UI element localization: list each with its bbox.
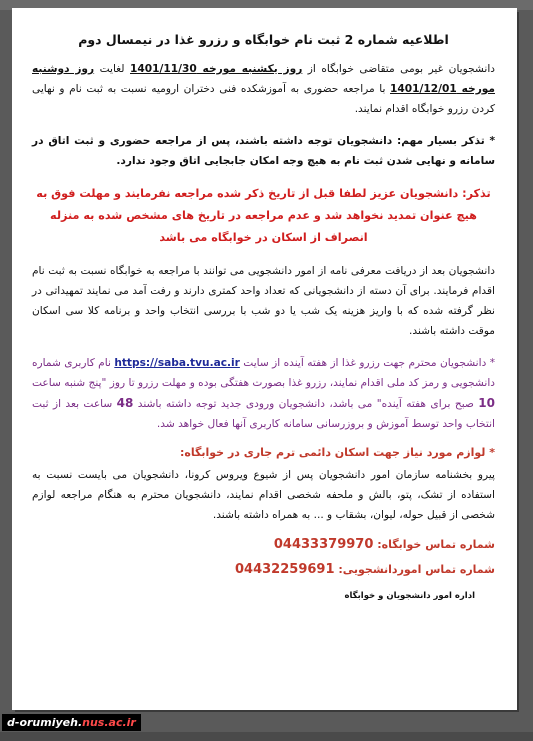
p5-text-a: * دانشجویان محترم جهت رزرو غذا از هفته آینده از سایت bbox=[239, 357, 495, 369]
saba-site-link[interactable]: https://saba.tvu.ac.ir bbox=[114, 357, 240, 369]
p5-text-b: نام کاربری شماره دانشجویی و رمز کد ملی اقدام نمایند، رزرو غذا بصورت هفتگی بوده و مهلت رزرو تا روز "پنج شنبه ساعت bbox=[32, 357, 495, 389]
dorm-contact-label: شماره تماس خوابگاه: bbox=[377, 538, 495, 551]
dorm-phone-number: 04433379970 bbox=[273, 537, 374, 552]
signature-footer: اداره امور دانشجویان و خوابگاه bbox=[344, 591, 475, 601]
p1-text-e: با مراجعه حضوری به آموزشکده فنی دختران ارومیه نسبت به ثبت نام و نهایی کردن رزرو خوابگاه اقدام نمایند. bbox=[32, 83, 495, 115]
supplies-heading: * لوازم مورد نیاز جهت اسکان دائمی ترم جاری در خوابگاه: bbox=[179, 446, 495, 459]
student-affairs-contact-label: شماره تماس اموردانشجویی: bbox=[338, 563, 495, 576]
student-affairs-phone-number: 04432259691 bbox=[235, 562, 335, 577]
paragraph-temporary-housing: دانشجویان بعد از دریافت معرفی نامه از امور دانشجویی می توانند با مراجعه به خوابگاه نسبت به ثبت نام اقدام فرمایند. برای آن دسته از دانشجویانی که تعداد واحد کمتری دارند و رفت آمد می نمایند تمهیداتی در نظر گرفته شده که با واریز هزینه یک شب یا دو شب با بررسی انتخاب واحد و برنامه کلا سی اسکان موقت داشته باشند. bbox=[32, 265, 495, 337]
site-watermark bbox=[2, 714, 141, 731]
student-affairs-contact bbox=[32, 562, 495, 577]
p1-text-c: لغایت bbox=[94, 63, 131, 75]
watermark-prefix: d-orumiyeh. bbox=[7, 716, 83, 729]
p5-text-d: صبح برای هفته آینده" می باشد، دانشجویان ورودی جدید توجه داشته باشند bbox=[133, 398, 479, 410]
paragraph-food-reservation bbox=[32, 353, 495, 434]
notice-title: اطلاعیه شماره 2 ثبت نام خوابگاه و رزرو غذا در نیمسال دوم bbox=[78, 32, 449, 47]
p5-text-f: ساعت بعد از ثبت انتخاب واحد توسط آموزش و بروزرسانی سامانه کاربری آنها فعال خواهد شد. bbox=[32, 398, 495, 430]
paragraph-important-note: * تذکر بسیار مهم: دانشجویان توجه داشته باشند، پس از مراجعه حضوری و ثبت اتاق در سامانه و نهایی شدن ثبت نام به هیچ وجه امکان جابجایی اتاق وجود ندارد. bbox=[32, 135, 495, 167]
paragraph-registration bbox=[32, 59, 495, 119]
paragraph-supplies: پیرو بخشنامه سازمان امور دانشجویان پس از شیوع ویروس کرونا، دانشجویان می بایست نسبت به استفاده از تشک، پتو، بالش و ملحفه شخصی اقدام نمایند، دانشجویان محترم به هنگام مراجعه لوازم شخصی از قبیل حوله، لیوان، بشقاب و ... به همراه داشته باشند. bbox=[32, 469, 495, 521]
dorm-contact bbox=[32, 537, 495, 552]
watermark-domain: nus.ac.ir bbox=[82, 716, 136, 729]
p1-text-a: دانشجویان غیر بومی متقاضی خوابگاه از bbox=[302, 63, 495, 75]
p5-hour: 10 bbox=[478, 396, 495, 410]
p1-date-end: روز دوشنبه مورخه 1401/12/01 bbox=[32, 63, 495, 95]
p5-hours-count: 48 bbox=[116, 396, 134, 410]
viewer-bottom-band bbox=[0, 732, 533, 741]
document-page bbox=[12, 8, 517, 710]
paragraph-warning: تذکر: دانشجویان عزیز لطفا قبل از تاریخ ذکر شده مراجعه نفرمایند و مهلت فوق به هیچ عنوان تمدید نخواهد شد و عدم مراجعه در تاریخ های مشخص شده به منزله انصراف از اسکان در خوابگاه می باشد bbox=[36, 187, 491, 244]
p1-date-start: روز یکشنبه مورخه 1401/11/30 bbox=[130, 63, 303, 75]
